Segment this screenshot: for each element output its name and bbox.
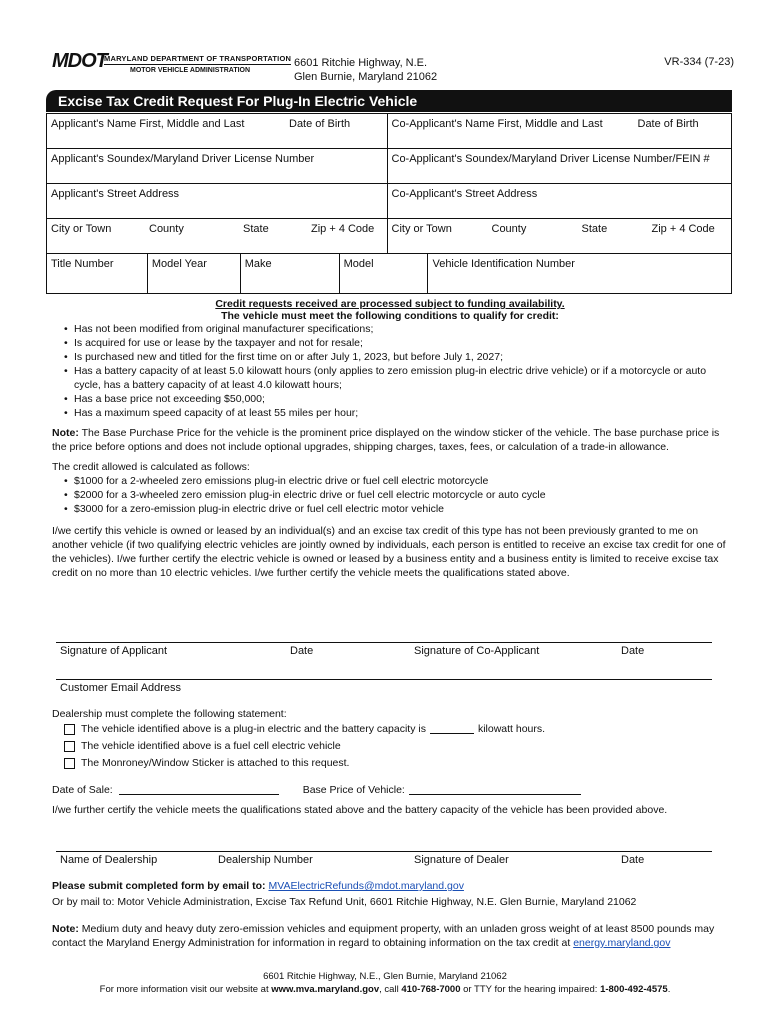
battery-check-label: The vehicle identified above is a plug-in electric and the battery capacity is	[81, 723, 426, 735]
list-item: • $3000 for a zero-emission plug-in electric drive or fuel cell electric motor vehicle	[64, 502, 728, 516]
co-dob-label: Date of Birth	[637, 118, 699, 130]
date-of-sale-blank[interactable]	[119, 784, 279, 795]
form-number: VR-334 (7-23)	[664, 56, 734, 68]
zip-label: Zip + 4 Code	[311, 223, 375, 235]
certification-text: I/we certify this vehicle is owned or leased by an individual(s) and an excise tax credit of this type has not been previously granted to me on another vehicle (if two qualifying electric vehicles are jointly owned by individuals, each person is entitled to receive an excise tax credit for one of the vehicles). I/we further certify the electric vehicle is owned or leased by a business entity and a business entity is limited to receive excise tax credit on no more than 10 electric vehicles. I/we further certify the vehicle meets the qualifications stated above.	[52, 525, 726, 579]
logo-department: MARYLAND DEPARTMENT OF TRANSPORTATION	[104, 54, 292, 63]
make-field[interactable]	[241, 254, 340, 293]
submit-email-link[interactable]: MVAElectricRefunds@mdot.maryland.gov	[268, 880, 464, 892]
battery-checkbox[interactable]	[64, 724, 75, 735]
co-state-label: State	[581, 223, 608, 235]
date-label: Date	[621, 854, 645, 866]
list-item: • Is acquired for use or lease by the taxpayer and not for resale;	[64, 336, 728, 350]
list-item: • Has a maximum speed capacity of at least 55 miles per hour;	[64, 406, 728, 420]
logo-subtitle: MOTOR VEHICLE ADMINISTRATION	[130, 67, 251, 74]
date-label: Date	[290, 645, 314, 657]
credit-list	[52, 474, 728, 516]
model-year-label: Model Year	[151, 258, 207, 270]
vin-label: Vehicle Identification Number	[432, 258, 575, 270]
funding-notice: Credit requests received are processed subject to funding availability.	[215, 298, 565, 310]
coapplicant-name-field[interactable]	[388, 114, 733, 148]
footer-text: For more information visit our website at	[99, 984, 272, 995]
battery-check-label-end: kilowatt hours.	[477, 723, 546, 735]
email-label: Customer Email Address	[60, 682, 182, 694]
battery-check-row	[64, 723, 545, 735]
list-item: • Has a battery capacity of at least 5.0 kilowatt hours (only applies to zero emission plug-in electric drive vehicle) or if a motorcycle or auto cycle, has a battery capacity of at least 4.0 kilowatt hours;	[64, 364, 728, 392]
header-address	[294, 56, 437, 84]
applicant-name-field[interactable]	[47, 114, 388, 148]
form-body	[52, 298, 728, 580]
date-of-sale-label: Date of Sale:	[52, 784, 113, 796]
applicant-address-label: Applicant's Street Address	[51, 188, 180, 200]
logo-mark: MDOT	[52, 50, 107, 72]
email-line[interactable]	[56, 679, 712, 680]
footer-tty: 1-800-492-4575	[600, 984, 668, 995]
base-price-blank[interactable]	[409, 784, 581, 795]
battery-capacity-blank[interactable]	[430, 724, 474, 734]
make-label: Make	[244, 258, 272, 270]
footer-info	[0, 983, 770, 996]
list-item: • Is purchased new and titled for the first time on or after July 1, 2023, but before July 1, 2027;	[64, 350, 728, 364]
co-zip-label: Zip + 4 Code	[651, 223, 715, 235]
list-item: • $2000 for a 3-wheeled zero emission plug-in electric drive or fuel cell electric motorcycle or auto cycle	[64, 488, 728, 502]
list-item: • $1000 for a 2-wheeled zero emissions plug-in electric drive or fuel cell electric motorcycle	[64, 474, 728, 488]
applicant-license-field[interactable]	[47, 149, 388, 183]
form-header	[46, 50, 736, 86]
footer	[0, 970, 770, 996]
dealer-signature-line[interactable]	[56, 851, 712, 852]
list-item: • Has not been modified from original manufacturer specifications;	[64, 322, 728, 336]
sticker-checkbox[interactable]	[64, 758, 75, 769]
model-year-field[interactable]	[148, 254, 241, 293]
coapplicant-name-label: Co-Applicant's Name First, Middle and Last	[391, 118, 603, 130]
model-label: Model	[343, 258, 374, 270]
title-number-field[interactable]	[47, 254, 148, 293]
footer-text: or TTY for the hearing impaired:	[460, 984, 601, 995]
city-label: City or Town	[51, 223, 112, 235]
sticker-check-row	[64, 757, 349, 769]
form-title: Excise Tax Credit Request For Plug-In Electric Vehicle	[46, 90, 732, 112]
note-label: Note:	[52, 427, 79, 439]
coapplicant-license-field[interactable]	[388, 149, 733, 183]
sticker-check-label: The Monroney/Window Sticker is attached to this request.	[81, 757, 350, 769]
fuel-cell-check-row	[64, 740, 341, 752]
fuel-cell-checkbox[interactable]	[64, 741, 75, 752]
note-text: The Base Purchase Price for the vehicle is the prominent price displayed on the window sticker of the vehicle. The base purchase price is the price before options and does not include optional upgrades, shipping charges, taxes, fees, or calculation of a trade-in allowance.	[52, 427, 720, 453]
submit-label: Please submit completed form by email to:	[52, 880, 269, 892]
submit-mail-line: Or by mail to: Motor Vehicle Administration, Excise Tax Refund Unit, 6601 Ritchie Highway, N.E. Glen Burnie, Maryland 21062	[52, 896, 637, 908]
date-label: Date	[621, 645, 645, 657]
footer-phone: 410-768-7000	[401, 984, 461, 995]
fuel-cell-check-label: The vehicle identified above is a fuel cell electric vehicle	[81, 740, 341, 752]
footer-address: 6601 Ritchie Highway, N.E., Glen Burnie, Maryland 21062	[263, 971, 507, 982]
footer-text: .	[667, 984, 671, 995]
conditions-list	[52, 322, 728, 420]
submit-email-line	[52, 880, 464, 892]
coapplicant-signature-label: Signature of Co-Applicant	[414, 645, 540, 657]
mdot-logo	[52, 50, 292, 80]
credit-intro: The credit allowed is calculated as follows:	[52, 461, 250, 473]
applicant-city-row[interactable]	[47, 219, 388, 253]
co-county-label: County	[491, 223, 527, 235]
state-label: State	[243, 223, 269, 235]
dealership-number-label: Dealership Number	[218, 854, 313, 866]
dealer-certification-text: I/we further certify the vehicle meets the qualifications stated above and the battery capacity of the vehicle has been provided above.	[52, 804, 668, 816]
dealer-signature-label: Signature of Dealer	[414, 854, 509, 866]
coapplicant-city-row[interactable]	[388, 219, 733, 253]
applicant-license-label: Applicant's Soundex/Maryland Driver License Number	[51, 153, 315, 165]
list-item: • Has a base price not exceeding $50,000;	[64, 392, 728, 406]
header-address-line2: Glen Burnie, Maryland 21062	[294, 71, 438, 83]
sale-row	[52, 784, 581, 796]
base-price-label: Base Price of Vehicle:	[302, 784, 405, 796]
applicant-signature-label: Signature of Applicant	[60, 645, 168, 657]
base-price-note	[52, 426, 728, 454]
note-text: Medium duty and heavy duty zero-emission vehicles and equipment property, with an unladen gross weight of at least 8500 pounds may contact the Maryland Energy Administration for information in regard to obtaining information on the tax credit at	[52, 923, 715, 949]
applicant-signature-line[interactable]	[56, 642, 712, 643]
footer-website[interactable]: www.mva.maryland.gov	[271, 984, 380, 995]
coapplicant-license-label: Co-Applicant's Soundex/Maryland Driver License Number/FEIN #	[391, 153, 710, 165]
model-field[interactable]	[340, 254, 429, 293]
applicant-address-field[interactable]	[47, 184, 388, 218]
dob-label: Date of Birth	[289, 118, 351, 130]
title-number-label: Title Number	[51, 258, 114, 270]
dealership-name-label: Name of Dealership	[60, 854, 158, 866]
county-label: County	[149, 223, 184, 235]
header-address-line1: 6601 Ritchie Highway, N.E.	[294, 57, 428, 69]
conditions-heading: The vehicle must meet the following conditions to qualify for credit:	[221, 310, 559, 322]
energy-link[interactable]: energy.maryland.gov	[573, 937, 671, 949]
vin-field[interactable]	[428, 254, 732, 293]
footer-text: , call	[379, 984, 402, 995]
heavy-duty-note	[52, 922, 722, 950]
coapplicant-address-field[interactable]	[388, 184, 733, 218]
applicant-name-label: Applicant's Name First, Middle and Last	[51, 118, 245, 130]
note-label: Note:	[52, 923, 79, 935]
applicant-fields-grid	[46, 113, 732, 294]
coapplicant-address-label: Co-Applicant's Street Address	[391, 188, 538, 200]
co-city-label: City or Town	[391, 223, 452, 235]
dealership-intro: Dealership must complete the following statement:	[52, 708, 287, 720]
